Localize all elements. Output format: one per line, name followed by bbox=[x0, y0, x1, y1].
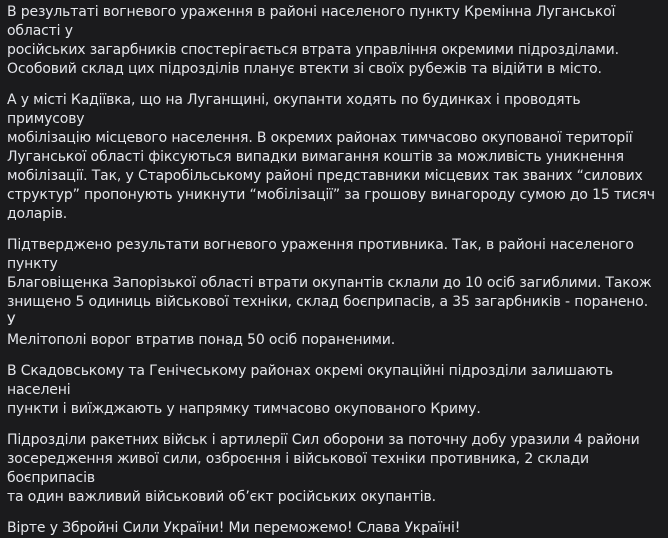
paragraph-blahovishchenka: Підтверджено результати вогневого ураження противника. Так, в районі населеного пункту Благовіщенка Запорізької області втрати окупантів склали до 10 осіб загиблими. Також знищено 5 одиниць військової техніки, склад боєприпасів, а 35 загарбників - поранено. У Мелітополі ворог втратив понад 50 осіб пораненими. bbox=[7, 237, 652, 348]
paragraph-kadiivka: А у місті Кадіївка, що на Луганщині, окупанти ходять по будинках і проводять примусову мобілізацію місцевого населення. В окремих районах тимчасово окупованої території Луганської області фіксуються випадки вимагання коштів за можливість уникнення мобілізації. Так, у Старобільському районі представники місцевих так званих “силових структур” пропонують уникнути “мобілізації” за грошову винагороду сумою до 15 тисяч доларів. bbox=[7, 92, 655, 222]
paragraph-skadovsk: В Скадовському та Генічеському районах окремі окупаційні підрозділи залишають населені пункти і виїжджають у напрямку тимчасово окупованого Криму. bbox=[7, 363, 614, 417]
paragraph-closing: Вірте у Збройні Сили України! Ми переможемо! Слава Україні! bbox=[7, 520, 461, 536]
paragraph-artillery: Підрозділи ракетних військ і артилерії Сил оборони за поточну добу уразили 4 райони зосередження живої сили, озброєння і військової техніки противника, 2 склади боєприпасів та один важливий військовий об’єкт російських окупантів. bbox=[7, 432, 640, 505]
paragraph-kreminna: В результаті вогневого ураження в районі населеного пункту Кремінна Луганської області у російських загарбників спостерігається втрата управління окремими підрозділами. Особовий склад цих підрозділів планує втекти зі своїх рубежів та відійти в місто. bbox=[7, 4, 619, 77]
